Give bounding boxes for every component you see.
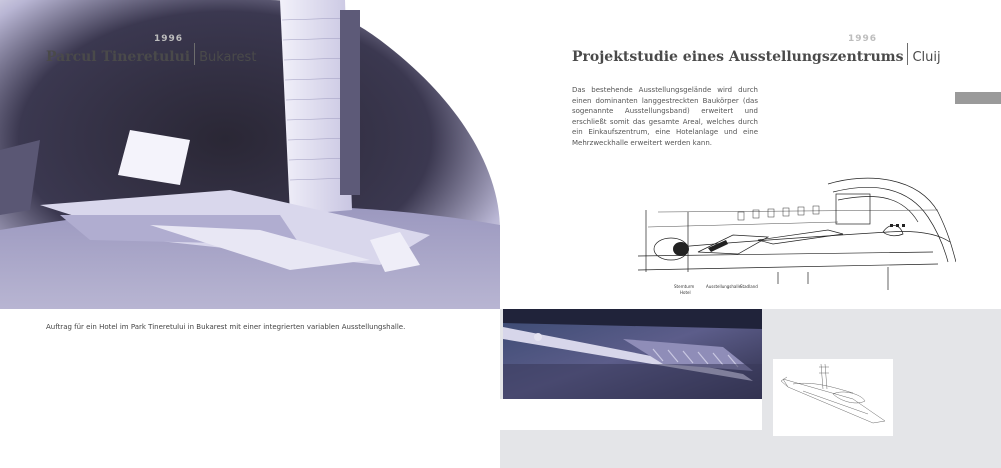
plan-label-d: Stadland (740, 284, 758, 289)
exhibition-model-photo (503, 309, 762, 399)
plan-label-c: Ausstellungshalle (706, 284, 742, 289)
project-title: Parcul Tineretului (46, 49, 191, 65)
title-divider (907, 43, 908, 65)
right-page (500, 0, 1001, 468)
city-label: Bukarest (199, 49, 257, 65)
plan-label-b: Hotel (680, 290, 691, 295)
plan-label-a: Sternturm (674, 284, 695, 289)
year-label: 1996 (154, 34, 184, 44)
project-caption: Auftrag für ein Hotel im Park Tineretului in Bukarest mit einer integrierten variablen Ausstellungshalle. (46, 323, 406, 331)
project-description: Das bestehende Ausstellungsgelände wird durch einen dominanten langgestreckten Baukörper (das sogenannte Ausstellungsband) erweitert und erschließt somit das gesamte Areal, welches durch ein Einkaufszentrum, eine Hotelanlage und eine Mehrzweckhalle erweitert werden kann. (572, 86, 758, 147)
section-marker (955, 92, 1001, 104)
page-title (572, 46, 941, 68)
project-title: Projektstudie eines Ausstellungszentrums (572, 49, 904, 65)
site-sketch (773, 359, 893, 436)
year-label: 1996 (848, 34, 878, 44)
photo-white-strip (500, 399, 762, 430)
left-page (0, 0, 500, 468)
page-title (46, 46, 256, 68)
site-plan-drawing (638, 172, 956, 297)
title-divider (194, 43, 195, 65)
city-label: Cluij (912, 49, 941, 65)
